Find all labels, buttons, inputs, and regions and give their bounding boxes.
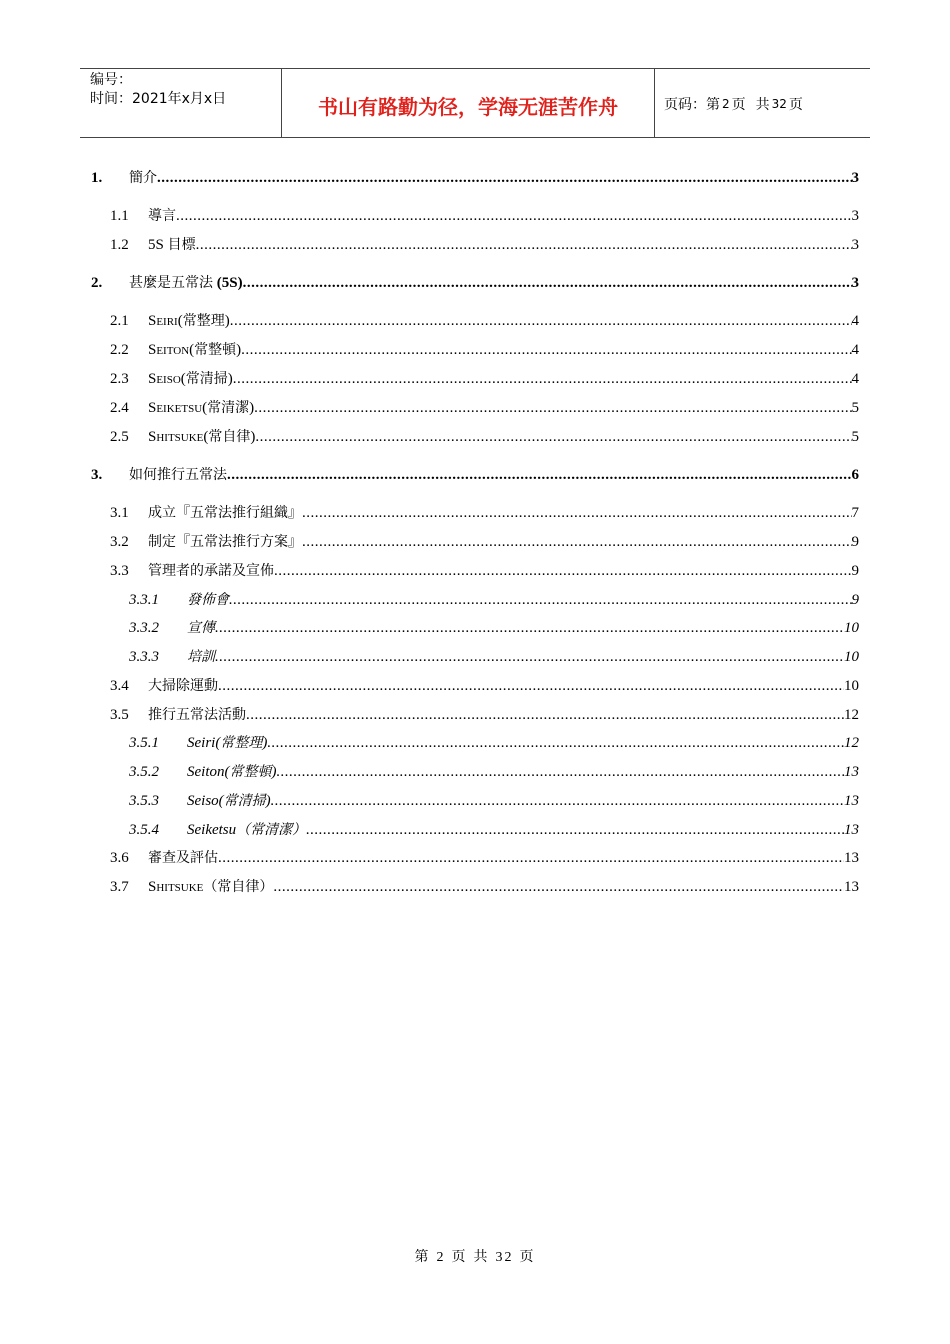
toc-dot-leader: [215, 618, 844, 638]
toc-entry-title: 甚麼是五常法 (5S): [129, 275, 243, 291]
toc-entry-title: Shitsuke(常自律): [148, 429, 256, 445]
toc-entry[interactable]: [0, 503, 950, 523]
page-unit: 页: [731, 97, 746, 113]
toc-entry-number: 3.6: [110, 850, 129, 866]
toc-dot-leader: [230, 311, 852, 331]
toc-entry-page: 9: [851, 592, 859, 608]
toc-dot-leader: [246, 705, 844, 725]
toc-entry-number: 3.2: [110, 534, 129, 550]
toc-entry-number: 3.5.1: [129, 735, 159, 751]
toc-dot-leader: [306, 820, 844, 840]
toc-entry-number: 3.3.2: [129, 620, 159, 636]
toc-entry[interactable]: [0, 877, 950, 897]
toc-entry-number: 3.4: [110, 678, 129, 694]
toc-entry[interactable]: [0, 733, 950, 753]
toc-entry-page: 10: [844, 620, 859, 636]
toc-entry-title: Seiton(常整頓): [148, 342, 242, 358]
toc-entry[interactable]: [0, 206, 950, 226]
toc-entry-page: 10: [844, 649, 859, 665]
toc-entry-page: 4: [851, 371, 859, 387]
toc-entry-number: 3.: [91, 467, 103, 483]
page-number: 2: [722, 97, 730, 111]
toc-entry-number: 3.5: [110, 707, 129, 723]
toc-entry[interactable]: [0, 590, 950, 610]
toc-entry[interactable]: [0, 791, 950, 811]
toc-dot-leader: [157, 168, 852, 188]
toc-entry-page: 13: [844, 764, 859, 780]
toc-dot-leader: [254, 398, 851, 418]
toc-entry-title: Seiso(常清掃): [187, 793, 271, 809]
toc-entry[interactable]: [0, 369, 950, 389]
toc-entry-title: Seiso(常清掃): [148, 371, 233, 387]
toc-entry[interactable]: [0, 820, 950, 840]
footer-page: 2: [436, 1250, 446, 1265]
toc-dot-leader: [229, 590, 852, 610]
toc-dot-leader: [218, 676, 844, 696]
toc-entry-title: 簡介: [129, 170, 157, 186]
toc-entry[interactable]: [0, 762, 950, 782]
toc-entry-page: 13: [844, 850, 859, 866]
toc-entry[interactable]: [0, 398, 950, 418]
toc-entry-page: 7: [851, 505, 859, 521]
total-label: 共: [755, 97, 770, 113]
toc-entry-number: 3.1: [110, 505, 129, 521]
toc-entry-title: Seiketsu（常清潔）: [187, 822, 307, 838]
toc-entry[interactable]: [0, 647, 950, 667]
toc-dot-leader: [196, 235, 852, 255]
toc-entry-number: 3.3.3: [129, 649, 159, 665]
toc-dot-leader: [274, 561, 852, 581]
toc-entry-page: 3: [851, 237, 859, 253]
toc-entry-title: 發佈會: [187, 592, 229, 608]
toc-entry-page: 5: [851, 429, 859, 445]
time-label: 时间：2021年x月x日: [90, 91, 227, 107]
footer-total: 32: [495, 1250, 514, 1265]
toc-entry-page: 9: [851, 563, 859, 579]
header-motto: 书山有路勤为径，学海无涯苦作舟: [281, 69, 655, 137]
page-label: 页码：第: [664, 97, 720, 113]
toc-entry-number: 2.5: [110, 429, 129, 445]
toc-entry[interactable]: [0, 273, 950, 293]
footer-prefix: 第: [414, 1250, 431, 1265]
toc-dot-leader: [302, 532, 852, 552]
toc-entry-title: 管理者的承諾及宣佈: [148, 563, 274, 579]
footer-total-prefix: 共: [473, 1250, 490, 1265]
toc-dot-leader: [176, 206, 852, 226]
toc-entry-number: 2.2: [110, 342, 129, 358]
toc-entry[interactable]: [0, 848, 950, 868]
toc-entry-title: 推行五常法活動: [148, 707, 246, 723]
total-unit: 页: [788, 97, 803, 113]
toc-entry-number: 3.3: [110, 563, 129, 579]
toc-entry[interactable]: [0, 618, 950, 638]
toc-entry[interactable]: [0, 340, 950, 360]
toc-dot-leader: [233, 369, 852, 389]
toc-entry-page: 12: [844, 707, 859, 723]
toc-entry-title: Seiri(常整理): [187, 735, 268, 751]
toc-entry-title: Seiton(常整頓): [187, 764, 277, 780]
toc-entry[interactable]: [0, 532, 950, 552]
header-info-cell: [80, 69, 281, 137]
header-page-info: [655, 69, 870, 137]
toc-entry-page: 6: [851, 467, 859, 483]
toc-entry-title: Seiketsu(常清潔): [148, 400, 255, 416]
footer-suffix: 页: [519, 1250, 536, 1265]
toc-entry-title: 培訓: [187, 649, 215, 665]
toc-entry-page: 3: [851, 170, 859, 186]
toc-entry-title: Shitsuke（常自律）: [148, 879, 274, 895]
toc-dot-leader: [241, 340, 851, 360]
toc-entry-number: 3.3.1: [129, 592, 159, 608]
toc-entry-page: 4: [851, 342, 859, 358]
code-label: 编号：: [90, 72, 132, 88]
page-footer: [0, 1246, 950, 1266]
toc-entry-number: 3.5.4: [129, 822, 159, 838]
toc-entry-page: 13: [844, 793, 859, 809]
toc-entry-number: 1.: [91, 170, 103, 186]
toc-entry-number: 2.: [91, 275, 103, 291]
toc-entry-page: 10: [844, 678, 859, 694]
toc-entry[interactable]: [0, 705, 950, 725]
toc-entry-number: 2.1: [110, 313, 129, 329]
toc-entry-number: 2.3: [110, 371, 129, 387]
toc-entry-page: 12: [844, 735, 859, 751]
toc-entry-title: 5S 目標: [148, 237, 196, 253]
toc-dot-leader: [277, 762, 845, 782]
toc-entry-title: 導言: [148, 208, 176, 224]
toc-entry[interactable]: [0, 168, 950, 188]
toc-dot-leader: [271, 791, 844, 811]
toc-entry-page: 4: [851, 313, 859, 329]
toc-entry-page: 5: [851, 400, 859, 416]
toc-entry-number: 3.5.3: [129, 793, 159, 809]
toc-dot-leader: [243, 273, 852, 293]
toc-entry-title: 宣傳: [187, 620, 215, 636]
toc-dot-leader: [267, 733, 844, 753]
toc-dot-leader: [273, 877, 844, 897]
toc-entry-page: 13: [844, 879, 859, 895]
toc-entry-title: 制定『五常法推行方案』: [148, 534, 302, 550]
toc-entry[interactable]: [0, 311, 950, 331]
toc-entry-number: 1.2: [110, 237, 129, 253]
toc-entry-title: Seiri(常整理): [148, 313, 230, 329]
toc-dot-leader: [302, 503, 852, 523]
total-pages: 32: [771, 97, 787, 111]
toc-entry-title: 大掃除運動: [148, 678, 218, 694]
toc-entry-title: 審查及評估: [148, 850, 218, 866]
toc-entry-number: 1.1: [110, 208, 129, 224]
toc-entry-number: 3.7: [110, 879, 129, 895]
toc-entry-number: 3.5.2: [129, 764, 159, 780]
toc-dot-leader: [215, 647, 844, 667]
toc-entry[interactable]: [0, 235, 950, 255]
toc-dot-leader: [255, 427, 851, 447]
toc-dot-leader: [227, 465, 852, 485]
toc-entry-page: 13: [844, 822, 859, 838]
toc-dot-leader: [218, 848, 844, 868]
footer-mid: 页: [451, 1250, 468, 1265]
header-table: [80, 68, 870, 138]
toc-entry[interactable]: [0, 561, 950, 581]
toc-entry-page: 3: [851, 275, 859, 291]
toc-entry[interactable]: [0, 676, 950, 696]
toc-entry-title: 如何推行五常法: [129, 467, 227, 483]
toc-entry-number: 2.4: [110, 400, 129, 416]
toc-entry-page: 9: [851, 534, 859, 550]
toc-entry-title: 成立『五常法推行組織』: [148, 505, 302, 521]
toc-entry[interactable]: [0, 465, 950, 485]
toc-entry[interactable]: [0, 427, 950, 447]
toc-entry-page: 3: [851, 208, 859, 224]
